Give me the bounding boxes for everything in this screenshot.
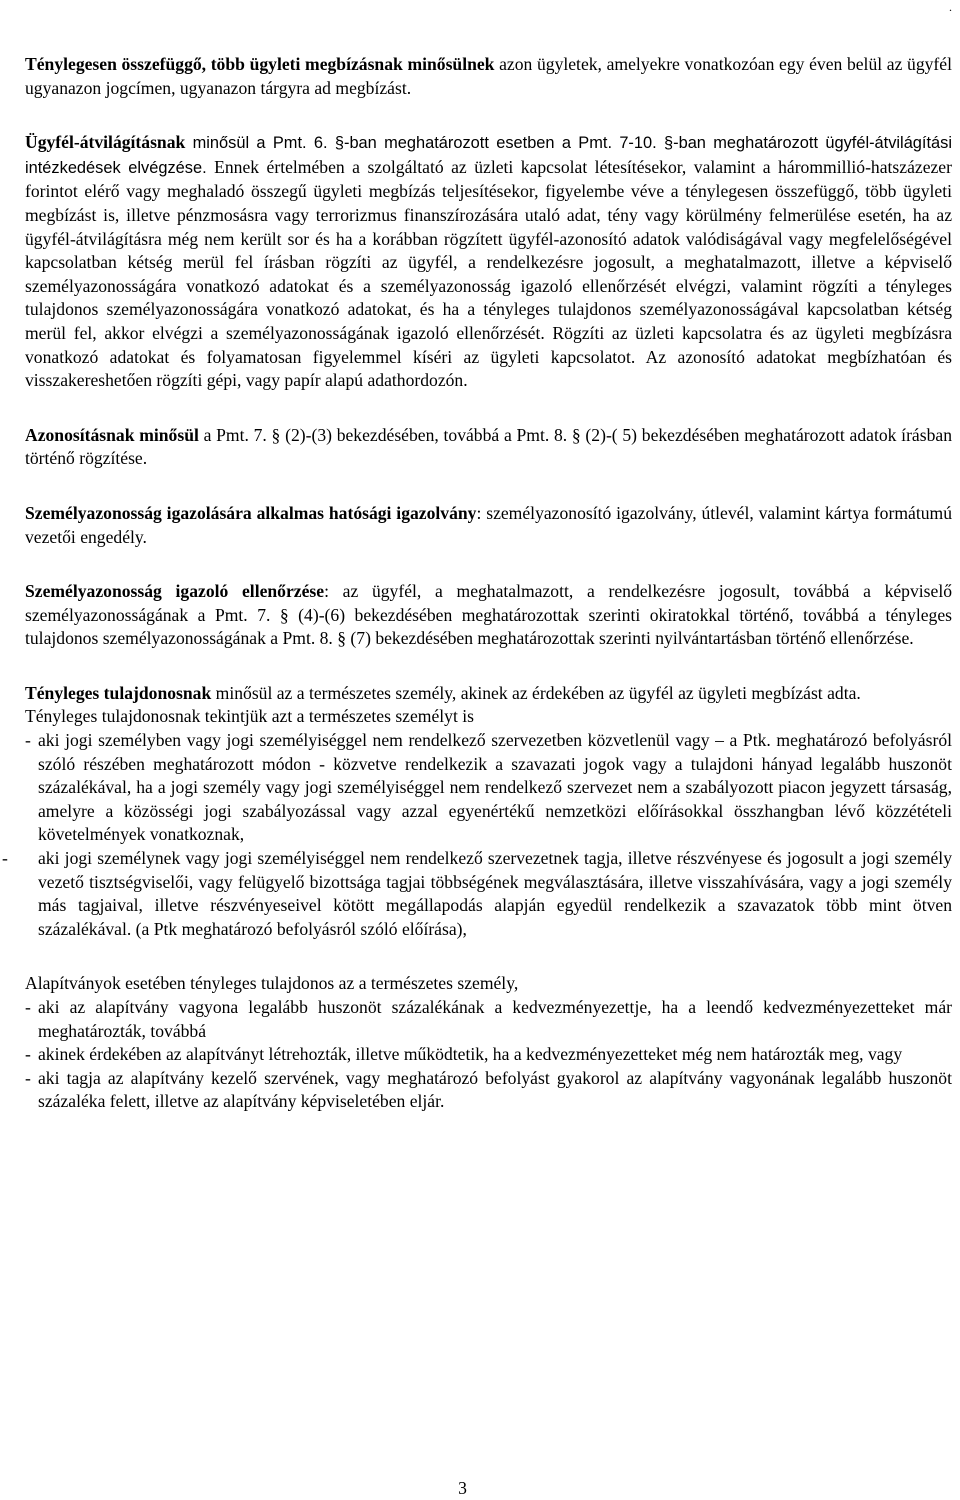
list-dash: - (25, 1067, 31, 1088)
list-item (25, 1043, 952, 1067)
spacer (25, 651, 952, 682)
paragraph-related-orders (25, 53, 952, 100)
term-related-orders: Ténylegesen összefüggő, több ügyleti megbízásnak minősülnek (25, 54, 495, 74)
list-item-text: aki tagja az alapítvány kezelő szervének, vagy meghatározó befolyást gyakorol az alapítvány vagyonának legalább huszonöt százaléka felett, illetve az alapítvány képviseletében eljár. (38, 1067, 952, 1112)
paragraph-identification (25, 424, 952, 471)
list-item (25, 729, 952, 847)
paragraph-id-document (25, 502, 952, 549)
beneficial-owner-intro: Tényleges tulajdonosnak tekintjük azt a természetes személyt is (25, 706, 474, 727)
term-id-verification: Személyazonosság igazoló ellenőrzése (25, 581, 325, 602)
term-id-document: Személyazonosság igazolására alkalmas hatósági igazolvány (25, 502, 477, 523)
term-beneficial-owner: Tényleges tulajdonosnak (25, 682, 212, 703)
paragraph-text: azon ügyletek, amelyekre vonatkozóan egy éven belül az ügyfél ugyanazon jogcímen, ugyanazon tárgyra ad megbízást. (25, 54, 952, 98)
list-item-text: aki az alapítvány vagyona legalább huszonöt százalékának a kedvezményezettje, ha a leendő kedvezményezetteket már meghatározták, továbbá (38, 997, 952, 1041)
paragraph-text: Ennek értelmében a szolgáltató az üzleti kapcsolat létesítésekor, valamint a hárommillió-hatszázezer forintot elérő vagy meghaladó összegű ügyleti megbízás teljesítésekor, figyelembe véve a ténylegesen összefüggő, több ügyleti megbízást is, illetve pénzmosásra vagy terrorizmus finanszírozására utaló adat, tény vagy körülmény felmerülése esetén, ha az ügyfél-átvilágításra még nem került sor és ha a korábban rögzített ügyfél-azonosító adatok valódiságával vagy megfelelőségével kapcsolatban kétség merül fel írásban rögzíti az ügyfél, a rendelkezésre jogosult, a meghatalmazott, illetve a képviselő személyazonosságára vonatkozó adatokat és a személyazonosság igazoló ellenőrzését elvégzi, valamint rögzíti a tényleges tulajdonos személyazonosságára vonatkozó adatokat, és ha a tényleges tulajdonos személyazonosságával kapcsolatban kétség merül fel, akkor elvégzi a személyazonosságának igazoló ellenőrzését. Rögzíti az üzleti kapcsolatra és az ügyleti megbízásra vonatkozó adatokat és folyamatosan figyelemmel kíséri az ügyleti kapcsolatot. Az azonosító adatokat megbízhatóan és visszakereshetően rögzíti gépi, vagy papír alapú adathordozón. (25, 156, 952, 391)
paragraph-text: a Pmt. 7. § (2)-(3) bekezdésében, továbbá a Pmt. 8. § (2)-( 5) bekezdésében meghatározott adatok írásban történő rögzítése. (25, 424, 952, 469)
term-customer-due-diligence: Ügyfél-átvilágításnak (25, 132, 186, 153)
paragraph-customer-due-diligence (25, 131, 952, 393)
term-identification: Azonosításnak minősül (25, 424, 199, 445)
paragraph-text: : az ügyfél, a meghatalmazott, a rendelkezésre jogosult, továbbá a képviselő személyazonosságának a Pmt. 7. § (4)-(6) bekezdésében meghatározottak szerinti okiratokkal történő, továbbá a tényleges tulajdonos személyazonosságának a Pmt. 8. § (7) bekezdésében meghatározottak szerinti nyilvántartásban történő ellenőrzése. (25, 581, 953, 649)
spacer (25, 100, 952, 131)
list-item (25, 1067, 952, 1114)
list-item-text: aki jogi személynek vagy jogi személyiséggel nem rendelkező szervezetnek tagja, illetve részvényese és jogosult a jogi személy vezető tisztségviselői, vagy felügyelő bizottsága tagjai többségének megválasztására, illetve visszahívására, vagy a jogi személy más tagjaival, illetve részvényeseivel kötött megállapodás alapján egyedül rendelkezik a szavazatok több mint ötven százalékával. (a Ptk meghatározó befolyásról szóló előírása), (38, 848, 952, 939)
page-number: 3 (458, 1478, 467, 1498)
list-item (2, 847, 952, 941)
spacer (25, 393, 952, 424)
paragraph-text: : személyazonosító igazolvány, útlevél, valamint kártya formátumú vezetői engedély. (25, 502, 952, 547)
paragraph-text: minősül az a természetes személy, akinek az érdekében az ügyfél az ügyleti megbízást adta. (211, 682, 861, 703)
list-dash: - (25, 1044, 31, 1065)
document-page (2, 53, 953, 1114)
list-item (25, 996, 952, 1043)
spacer (25, 549, 952, 580)
paragraph-id-verification (25, 580, 952, 651)
foundation-intro: Alapítványok esetében tényleges tulajdonos az a természetes személy, (25, 973, 519, 994)
spacer (25, 941, 952, 972)
list-dash: - (25, 730, 31, 751)
list-item-text: aki jogi személyben vagy jogi személyiséggel nem rendelkező szervezetben közvetlenül vagy – a Ptk. meghatározó befolyásról szóló részében meghatározott módon - közvetve rendelkezik a szavazati jogok vagy a tulajdoni hányad legalább huszonöt százalékával, ha a jogi személy vagy jogi személyiséggel nem rendelkező szervezet nem a szabályozott piacon jegyzett társaság, amelyre a közösségi jogi szabályozással vagy azzal egyenértékű nemzetközi előírásokkal összhangban lévő közzétételi követelmények vonatkoznak, (38, 730, 952, 845)
corner-mark: . (949, 0, 952, 14)
paragraph-text-sans: minősül a Pmt. 6. §-ban meghatározott esetben a Pmt. 7-10. §-ban meghatározott ügyfél-átvilágítási intézkedések elvégzése. (25, 134, 952, 177)
list-dash: - (25, 997, 31, 1017)
paragraph-beneficial-owner (25, 682, 952, 706)
list-item-text: akinek érdekében az alapítványt létrehozták, illetve működtetik, ha a kedvezményezetteket még nem határozták meg, vagy (38, 1044, 903, 1065)
list-dash: - (2, 848, 8, 869)
spacer (25, 471, 952, 502)
